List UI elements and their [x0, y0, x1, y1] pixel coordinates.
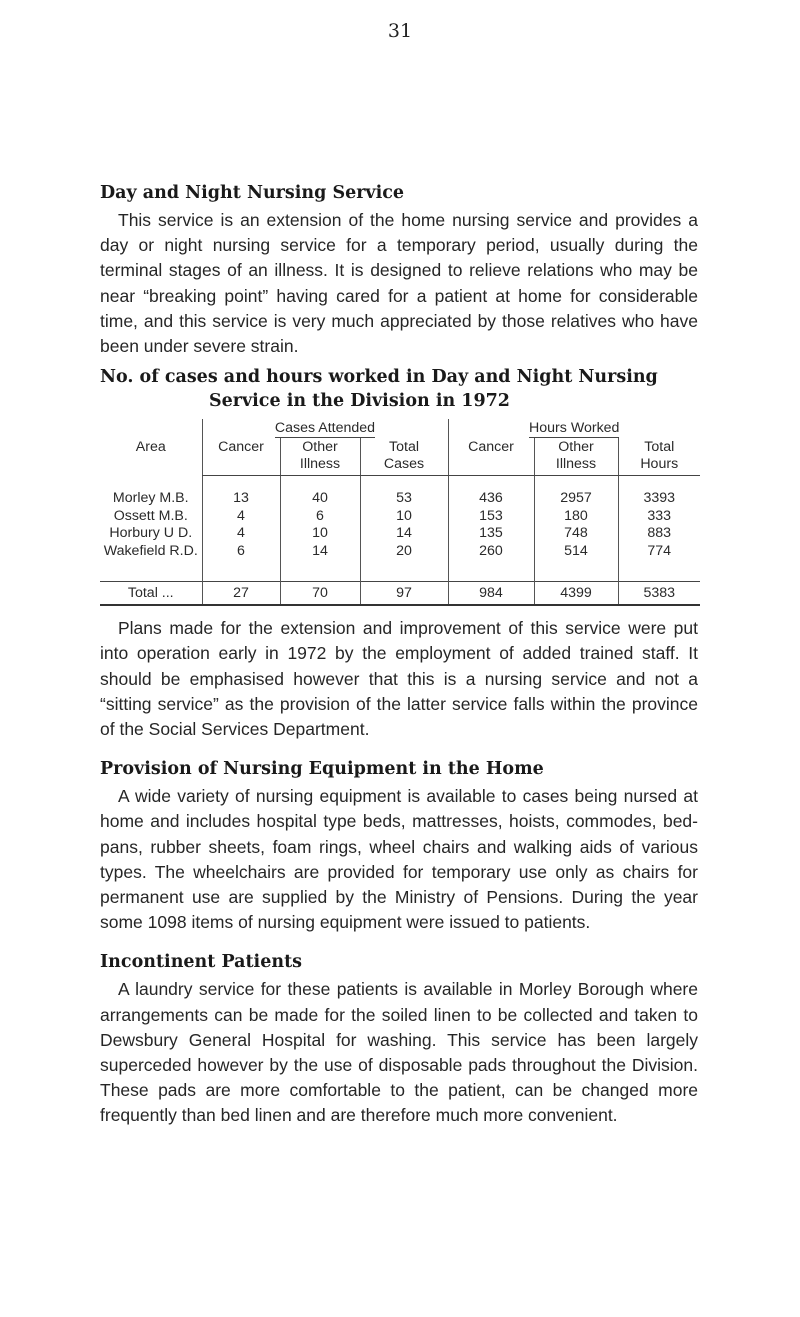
table-row	[100, 476, 700, 508]
cases-cancer-header: Cancer	[202, 438, 280, 476]
total-cases-total-cell: 97	[360, 581, 448, 605]
cases-cancer-cell: 13	[202, 476, 280, 508]
hours-other-cell: 514	[534, 543, 618, 581]
section-heading-incontinent-patients: Incontinent Patients	[100, 952, 303, 973]
page-number: 31	[387, 20, 413, 42]
cases-attended-header: Cases Attended	[202, 419, 448, 438]
hours-total-cell: 333	[618, 508, 700, 526]
cases-cancer-cell: 4	[202, 525, 280, 543]
cases-other-cell: 6	[280, 508, 360, 526]
hours-total-cell: 774	[618, 543, 700, 581]
cases-cancer-cell: 4	[202, 508, 280, 526]
section-heading-nursing-equipment: Provision of Nursing Equipment in the Home	[100, 759, 544, 780]
cases-total-cell: 20	[360, 543, 448, 581]
total-hours-cancer-cell: 984	[448, 581, 534, 605]
nursing-statistics-table	[100, 419, 700, 606]
cases-total-cell: 14	[360, 525, 448, 543]
table-group-header-row	[100, 419, 700, 438]
hours-cancer-cell: 153	[448, 508, 534, 526]
paragraph-after-table: Plans made for the extension and improvement of this service were put into operation early in 1972 by the employment of added trained staff. It should be emphasised however that this is a nursing service and not a “sitting service” as the provision of the latter service falls within the province of the Social Services Department.	[100, 618, 698, 739]
area-cell: Horbury U D.	[109, 525, 193, 542]
total-hours-total-cell: 5383	[618, 581, 700, 605]
total-cases-cancer-cell: 27	[202, 581, 280, 605]
table-title-line1: No. of cases and hours worked in Day and Night Nursing	[100, 367, 658, 388]
total-cases-header: Total Cases	[360, 438, 448, 476]
hours-cancer-cell: 260	[448, 543, 534, 581]
page-content	[100, 180, 698, 1129]
hours-total-cell: 3393	[618, 476, 700, 508]
cases-other-cell: 10	[280, 525, 360, 543]
paragraph-nursing-equipment: A wide variety of nursing equipment is available to cases being nursed at home and includes hospital type beds, mattresses, hoists, commodes, bed-pans, rubber sheets, foam rings, wheel chairs and walking aids of various types. The wheelchairs are provided for temporary use only as chairs for permanent use are supplied by the Ministry of Pensions. During the year some 1098 items of nursing equipment were issued to patients.	[100, 786, 698, 933]
cases-other-illness-header: Other Illness	[280, 438, 360, 476]
paragraph-day-night-nursing: This service is an extension of the home nursing service and provides a day or night nursing service for a temporary period, usually during the terminal stages of an illness. It is designed to relieve relations who may be near “breaking point” having cared for a patient at home for considerable time, and this service is very much appreciated by those relatives who have been under severe strain.	[100, 210, 698, 357]
hours-cancer-cell: 135	[448, 525, 534, 543]
table-row	[100, 543, 700, 581]
table-title-line2: Service in the Division in 1972	[209, 391, 510, 412]
cases-other-cell: 40	[280, 476, 360, 508]
cases-cancer-cell: 6	[202, 543, 280, 581]
area-cell: Wakefield R.D.	[103, 543, 198, 559]
total-label-cell: Total ...	[100, 581, 202, 605]
hours-cancer-cell: 436	[448, 476, 534, 508]
table-row	[100, 508, 700, 526]
area-cell: Morley M.B.	[112, 489, 189, 506]
hours-other-cell: 2957	[534, 476, 618, 508]
area-cell: Ossett M.B.	[113, 507, 188, 524]
hours-total-cell: 883	[618, 525, 700, 543]
table-row	[100, 525, 700, 543]
area-column-header: Area	[135, 439, 166, 456]
hours-other-illness-header: Other Illness	[534, 438, 618, 476]
hours-other-cell: 748	[534, 525, 618, 543]
hours-other-cell: 180	[534, 508, 618, 526]
table-title	[100, 365, 698, 413]
cases-other-cell: 14	[280, 543, 360, 581]
total-hours-header: Total Hours	[618, 438, 700, 476]
paragraph-incontinent-patients: A laundry service for these patients is available in Morley Borough where arrangements can be made for the soiled linen to be collected and taken to Dewsbury General Hospital for washing. This service has been largely superceded however by the use of disposable pads throughout the Division. These pads are more comfortable to the patient, can be changed more frequently than bed linen and are therefore much more convenient.	[100, 979, 698, 1126]
section-heading-day-night-nursing: Day and Night Nursing Service	[100, 183, 405, 203]
total-cases-other-cell: 70	[280, 581, 360, 605]
table-total-row	[100, 581, 700, 605]
hours-worked-header: Hours Worked	[448, 419, 700, 438]
hours-cancer-header: Cancer	[448, 438, 534, 476]
cases-total-cell: 10	[360, 508, 448, 526]
cases-total-cell: 53	[360, 476, 448, 508]
total-hours-other-cell: 4399	[534, 581, 618, 605]
